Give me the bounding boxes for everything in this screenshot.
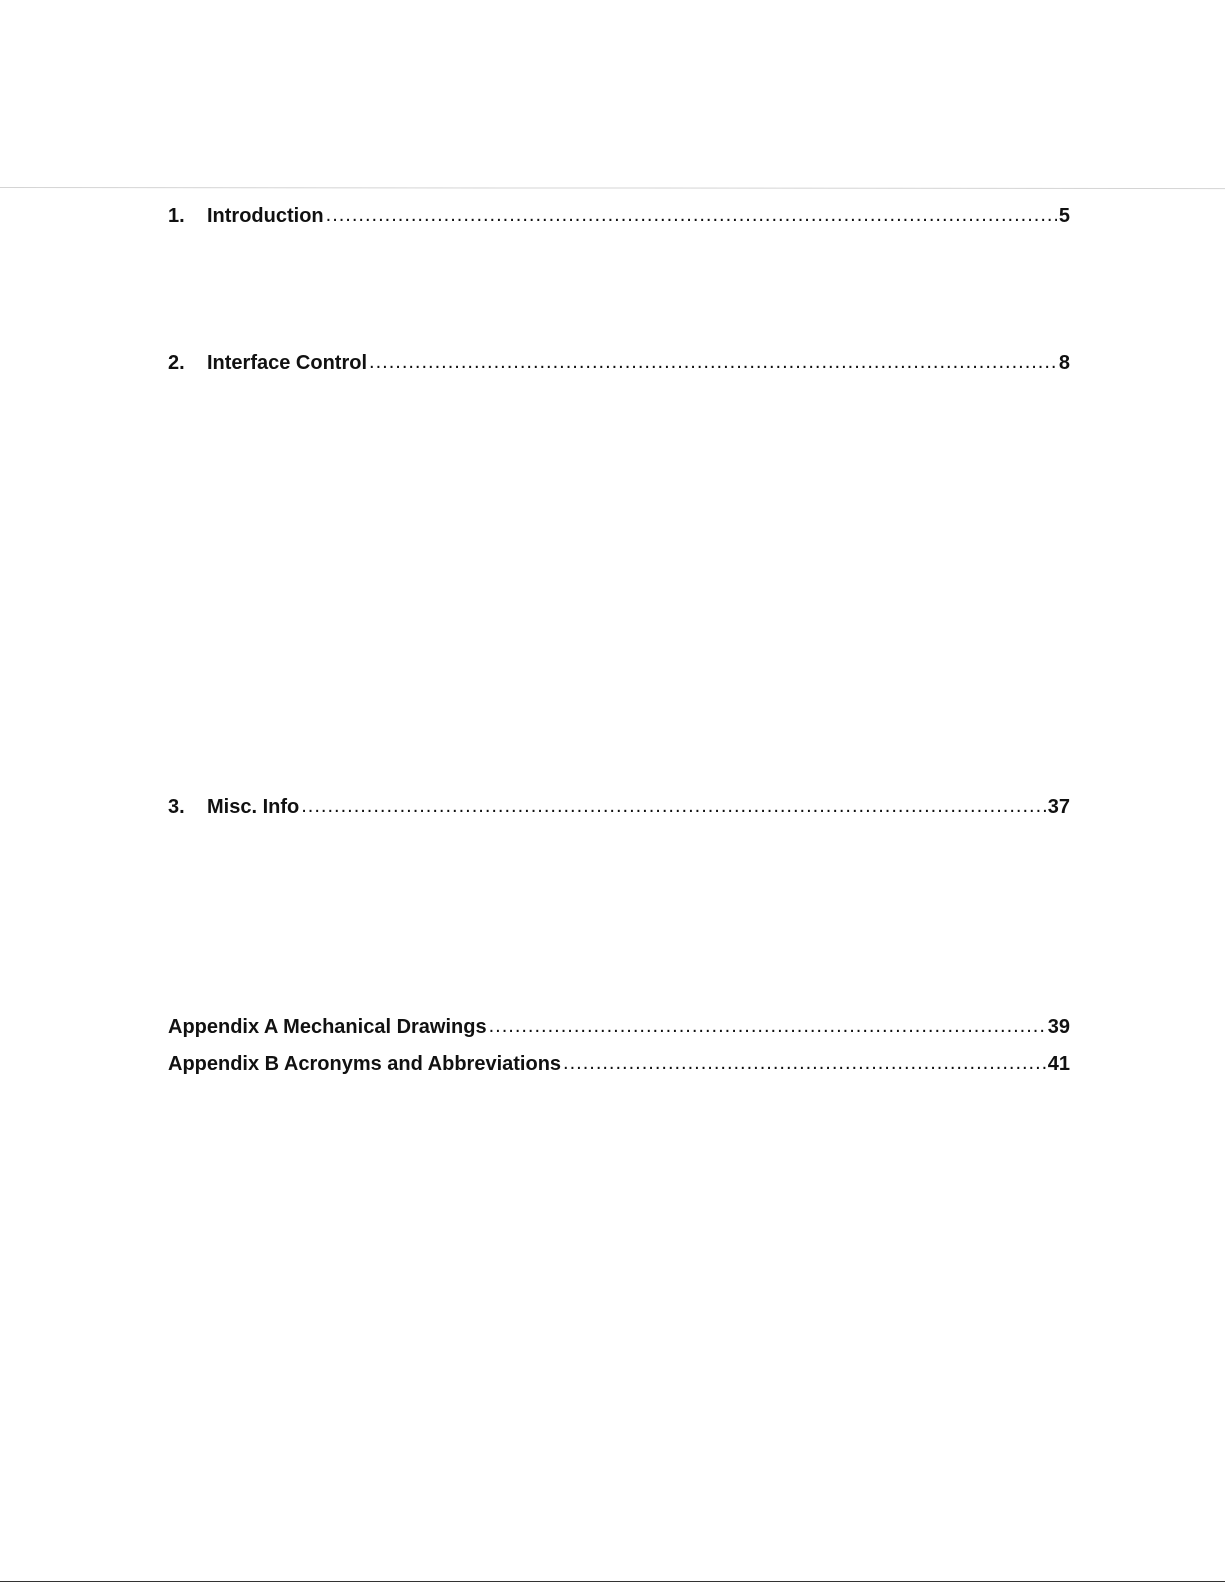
- toc-dot-leader: [369, 348, 1057, 377]
- toc-entry-title: Introduction: [207, 205, 324, 227]
- toc-dot-leader: [326, 201, 1057, 230]
- toc-entry-interface-control[interactable]: [168, 348, 1070, 378]
- toc-entry-introduction[interactable]: [168, 201, 1070, 231]
- toc-entry-number: 2.: [168, 352, 185, 374]
- toc-entry-title: Appendix A Mechanical Drawings: [168, 1016, 487, 1038]
- toc-entry-misc-info[interactable]: [168, 792, 1070, 822]
- toc-entry-title: Appendix B Acronyms and Abbreviations: [168, 1053, 562, 1075]
- toc-entry-page: 8: [1058, 352, 1070, 374]
- toc-entry-title: Misc. Info: [207, 796, 300, 818]
- toc-entry-page: 41: [1047, 1053, 1070, 1075]
- toc-entry-number: 3.: [168, 796, 185, 818]
- toc-dot-leader: [489, 1012, 1046, 1041]
- toc-entry-title: Interface Control: [207, 352, 368, 374]
- toc-entry-appendix-a[interactable]: [168, 1012, 1070, 1042]
- toc-entry-page: 37: [1047, 796, 1070, 818]
- toc-entry-number: 1.: [168, 205, 185, 227]
- page-bottom-edge: [0, 1581, 1225, 1582]
- toc-entry-appendix-b[interactable]: [168, 1049, 1070, 1079]
- toc-entry-page: 39: [1047, 1016, 1070, 1038]
- toc-dot-leader: [563, 1049, 1046, 1078]
- toc-entry-page: 5: [1058, 205, 1070, 227]
- toc-dot-leader: [301, 792, 1046, 821]
- header-divider: [0, 187, 1225, 189]
